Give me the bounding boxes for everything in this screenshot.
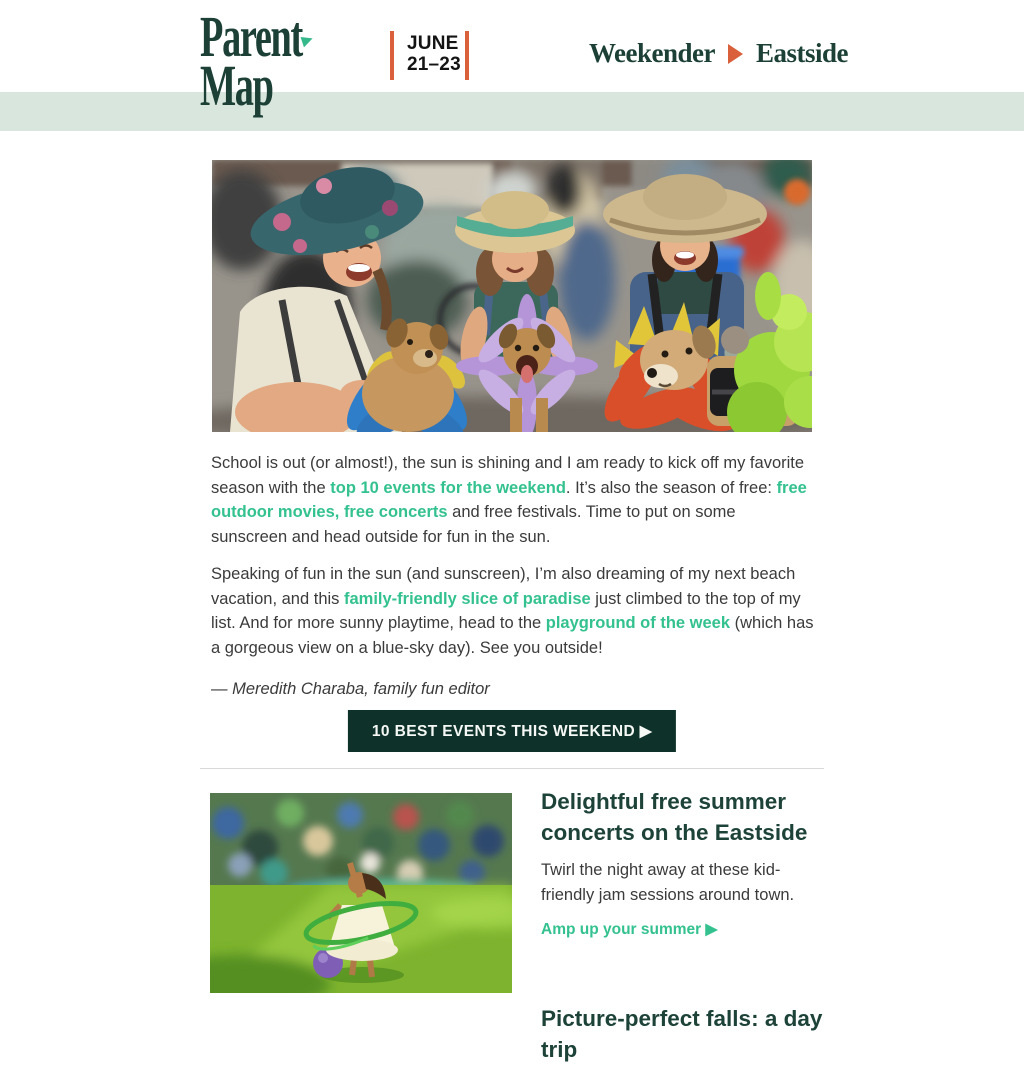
article-body xyxy=(541,787,825,993)
article-teaser: Twirl the night away at these kid-friendly jam sessions around town. xyxy=(541,861,795,904)
inline-link[interactable]: top 10 events for the weekend xyxy=(330,478,566,497)
right-arrow-icon xyxy=(728,44,743,64)
editor-signature: — Meredith Charaba, family fun editor xyxy=(211,680,490,698)
article-card xyxy=(210,787,834,993)
inline-link[interactable]: free outdoor movies, xyxy=(211,478,807,521)
edition-label: Weekender xyxy=(589,38,715,68)
inline-link[interactable]: free concerts xyxy=(343,503,448,521)
intro-copy xyxy=(211,451,815,702)
logo-line1: Parent xyxy=(200,4,302,69)
date-badge xyxy=(390,31,469,80)
article-image[interactable] xyxy=(210,793,512,993)
masthead xyxy=(589,38,848,69)
hero-image[interactable] xyxy=(212,160,812,432)
inline-link[interactable]: playground of the week xyxy=(545,614,731,632)
article-title[interactable]: Delightful free summer concerts on the Eastside xyxy=(541,789,808,845)
mint-band xyxy=(0,92,1024,131)
article-link[interactable]: Amp up your summer ▶ xyxy=(541,921,718,938)
divider xyxy=(200,768,824,769)
date-month: JUNE xyxy=(407,33,459,54)
region-label: Eastside xyxy=(755,38,849,68)
intro-paragraph-1: School is out (or almost!), the sun is shining and I am ready to kick off my favorite season with the top 10 events for the weekend. It’s also the season of free: free outdoor movies, free concerts and free festivals. Time to put on some sunscreen and head outside for fun in the sun. xyxy=(211,454,807,546)
best-events-button[interactable]: 10 BEST EVENTS THIS WEEKEND ▶ xyxy=(348,710,676,752)
sparkle-icon xyxy=(301,34,315,48)
intro-paragraph-2: Speaking of fun in the sun (and sunscreen), I’m also dreaming of my next beach vacation, and this family-friendly slice of paradise just climbed to the top of my list. And for more sunny playtime, head to the playground of the week (which has a gorgeous view on a blue-sky day). See you outside! xyxy=(211,565,814,657)
parentmap-logo[interactable] xyxy=(200,4,354,118)
date-days: 21–23 xyxy=(407,54,461,75)
inline-link[interactable]: family-friendly slice of paradise xyxy=(344,589,591,608)
logo-line2: Map xyxy=(200,53,273,118)
next-article-title[interactable]: Picture-perfect falls: a day trip xyxy=(541,1006,823,1062)
